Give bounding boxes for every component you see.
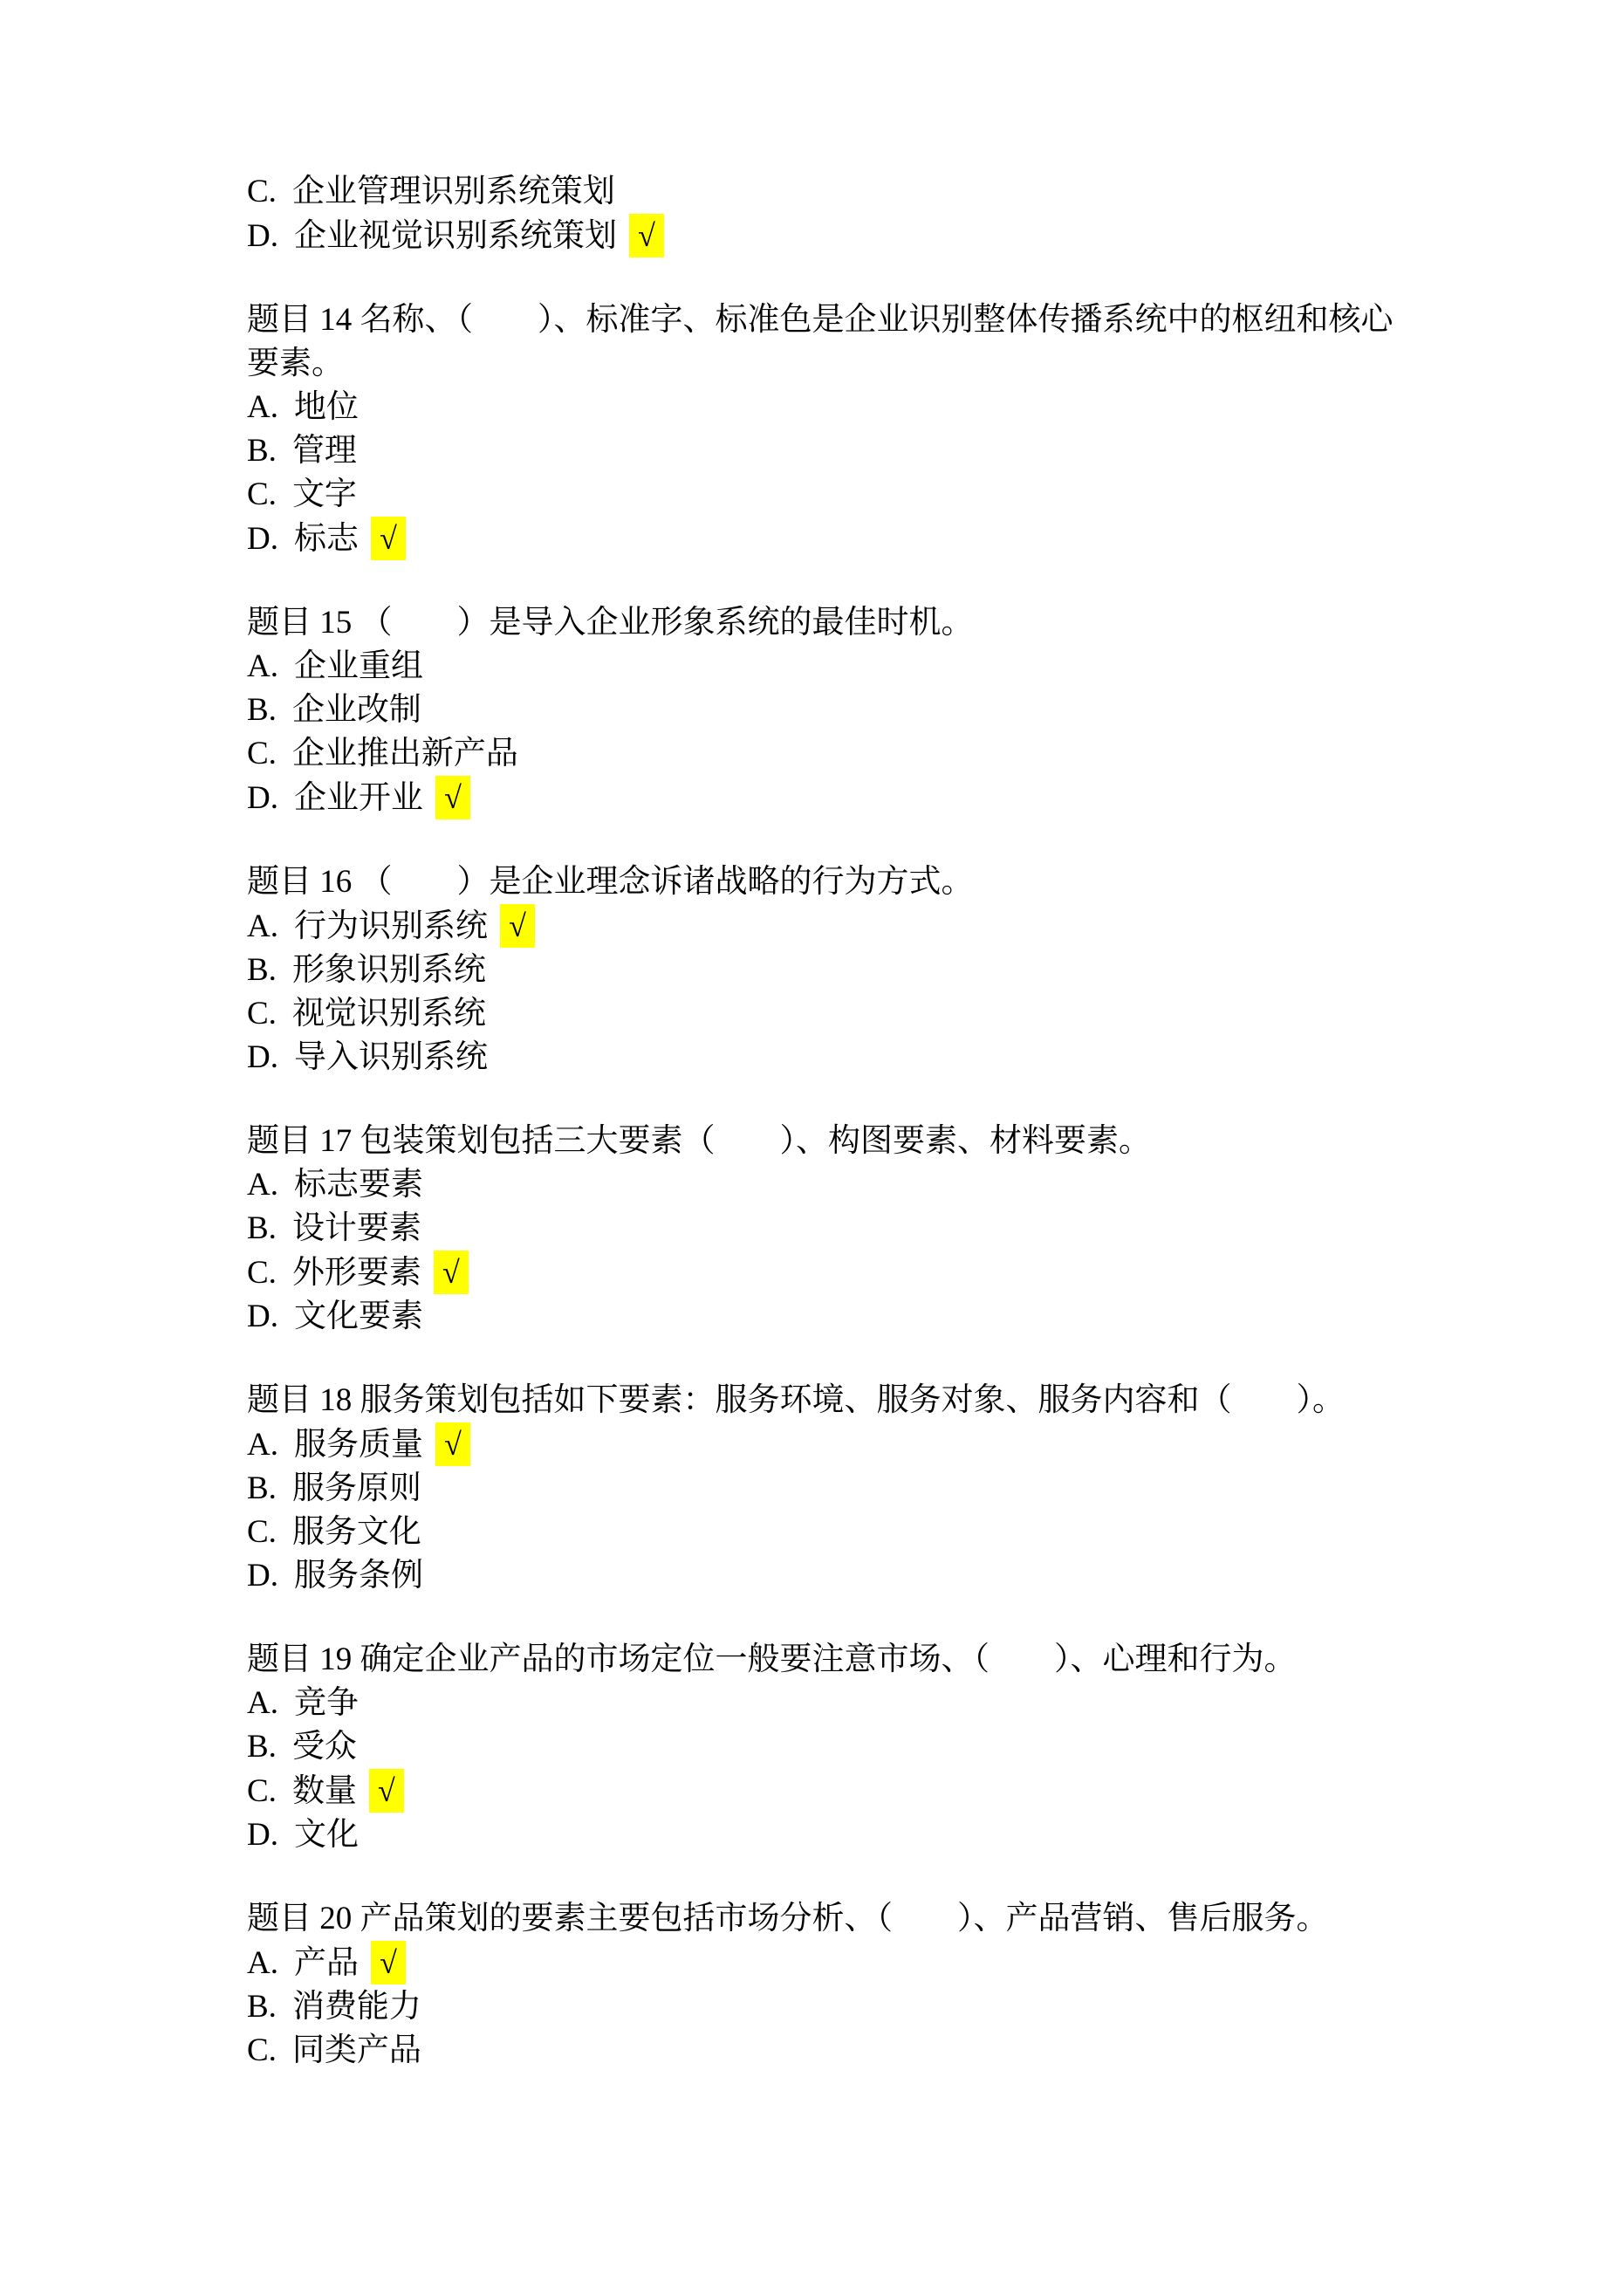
option-line <box>247 1554 1390 1598</box>
option-label: C. <box>247 476 277 512</box>
option-label: B. <box>247 1210 277 1246</box>
option-label: B. <box>247 433 277 469</box>
option-label: C. <box>247 1255 277 1291</box>
option-text: 受众 <box>291 1729 357 1765</box>
option-text: 服务文化 <box>291 1514 421 1550</box>
option-text: 文字 <box>291 476 357 512</box>
option-text: 竞争 <box>293 1685 359 1721</box>
option-line <box>247 1682 1390 1725</box>
question-title: 要素。 <box>247 346 344 381</box>
option-line <box>247 1725 1390 1769</box>
option-label: C. <box>247 996 277 1031</box>
option-label: B. <box>247 692 277 728</box>
option-line <box>247 949 1390 992</box>
option-label: C. <box>247 2032 277 2068</box>
option-label: D. <box>247 1558 278 1593</box>
option-text: 服务条例 <box>293 1558 423 1593</box>
check-icon: √ <box>371 517 406 560</box>
quiz-content <box>247 170 1394 2113</box>
question-block <box>247 298 1394 561</box>
option-label: C. <box>247 174 277 209</box>
question-title: 题目 19 确定企业产品的市场定位一般要注意市场、（ ）、心理和行为。 <box>247 1641 1297 1677</box>
option-label: A. <box>247 648 278 684</box>
check-icon: √ <box>435 1422 470 1466</box>
option-text: 外形要素 <box>291 1255 421 1291</box>
option-label: A. <box>247 1945 278 1981</box>
check-icon: √ <box>435 776 470 819</box>
option-line <box>247 386 1390 429</box>
option-text: 标志 <box>293 521 359 557</box>
option-text: 消费能力 <box>291 1989 421 2025</box>
option-line <box>247 1422 1390 1467</box>
option-label: D. <box>247 780 278 816</box>
option-text: 企业推出新产品 <box>291 736 518 771</box>
question-title: 题目 15 （ ）是导入企业形象系统的最佳时机。 <box>247 605 974 641</box>
option-label: A. <box>247 389 278 425</box>
option-label: D. <box>247 1039 278 1075</box>
option-text: 数量 <box>291 1773 357 1809</box>
option-text: 设计要素 <box>291 1210 421 1246</box>
question-block <box>247 1120 1390 1339</box>
option-line <box>247 732 1390 776</box>
option-line <box>247 776 1390 820</box>
option-line <box>247 429 1390 473</box>
option-line <box>247 1941 1390 1985</box>
question-block <box>247 1638 1390 1857</box>
option-line <box>247 1295 1390 1339</box>
option-label: B. <box>247 952 277 988</box>
check-icon: √ <box>500 904 535 948</box>
question-block-continued <box>247 170 1390 258</box>
option-label: C. <box>247 1514 277 1550</box>
option-label: D. <box>247 218 278 254</box>
check-icon: √ <box>434 1251 469 1294</box>
option-line <box>247 1036 1390 1079</box>
option-line <box>247 1163 1390 1207</box>
option-text: 文化要素 <box>293 1299 423 1334</box>
option-label: B. <box>247 1470 277 1506</box>
option-line <box>247 1511 1390 1554</box>
option-text: 产品 <box>293 1945 359 1981</box>
option-text: 服务质量 <box>293 1427 423 1463</box>
question-title: 题目 16 （ ）是企业理念诉诸战略的行为方式。 <box>247 864 974 900</box>
check-icon: √ <box>629 214 664 257</box>
question-title: 题目 20 产品策划的要素主要包括市场分析、（ ）、产品营销、售后服务。 <box>247 1901 1329 1936</box>
option-label: D. <box>247 521 278 557</box>
option-text: 形象识别系统 <box>291 952 486 988</box>
option-label: B. <box>247 1729 277 1765</box>
question-block <box>247 860 1390 1079</box>
check-icon: √ <box>369 1769 404 1813</box>
option-text: 企业管理识别系统策划 <box>291 174 615 209</box>
question-title: 题目 18 服务策划包括如下要素：服务环境、服务对象、服务内容和（ ）。 <box>247 1382 1345 1418</box>
option-line <box>247 992 1390 1036</box>
option-label: C. <box>247 1773 277 1809</box>
option-text: 行为识别系统 <box>293 908 488 944</box>
option-label: A. <box>247 1685 278 1721</box>
question-title: 题目 17 包装策划包括三大要素（ ）、构图要素、材料要素。 <box>247 1123 1151 1159</box>
option-text: 视觉识别系统 <box>291 996 486 1031</box>
option-line <box>247 645 1390 689</box>
option-label: C. <box>247 736 277 771</box>
option-line <box>247 517 1390 561</box>
option-line <box>247 689 1390 732</box>
option-line <box>247 904 1390 949</box>
option-label: A. <box>247 908 278 944</box>
question-title: 题目 14 名称、（ ）、标准字、标准色是企业识别整体传播系统中的枢纽和核心 <box>247 302 1394 338</box>
option-line <box>247 473 1390 517</box>
option-line <box>247 1985 1390 2029</box>
option-text: 企业视觉识别系统策划 <box>293 218 617 254</box>
option-text: 文化 <box>293 1817 359 1853</box>
option-line <box>247 1251 1390 1295</box>
check-icon: √ <box>371 1941 406 1984</box>
option-text: 服务原则 <box>291 1470 421 1506</box>
option-label: A. <box>247 1427 278 1463</box>
option-line <box>247 170 1390 214</box>
option-line <box>247 1207 1390 1251</box>
option-line <box>247 1769 1390 1813</box>
option-line <box>247 214 1390 258</box>
option-label: A. <box>247 1167 278 1203</box>
option-text: 导入识别系统 <box>293 1039 488 1075</box>
question-block <box>247 601 1390 820</box>
option-line <box>247 2029 1390 2073</box>
option-line <box>247 1813 1390 1857</box>
option-text: 地位 <box>293 389 359 425</box>
option-text: 标志要素 <box>293 1167 423 1203</box>
option-text: 同类产品 <box>291 2032 421 2068</box>
question-block <box>247 1897 1390 2073</box>
option-text: 企业改制 <box>291 692 421 728</box>
option-text: 管理 <box>291 433 357 469</box>
option-text: 企业开业 <box>293 780 423 816</box>
option-label: D. <box>247 1299 278 1334</box>
option-text: 企业重组 <box>293 648 423 684</box>
option-label: D. <box>247 1817 278 1853</box>
option-line <box>247 1467 1390 1511</box>
question-block <box>247 1379 1390 1598</box>
option-label: B. <box>247 1989 277 2025</box>
